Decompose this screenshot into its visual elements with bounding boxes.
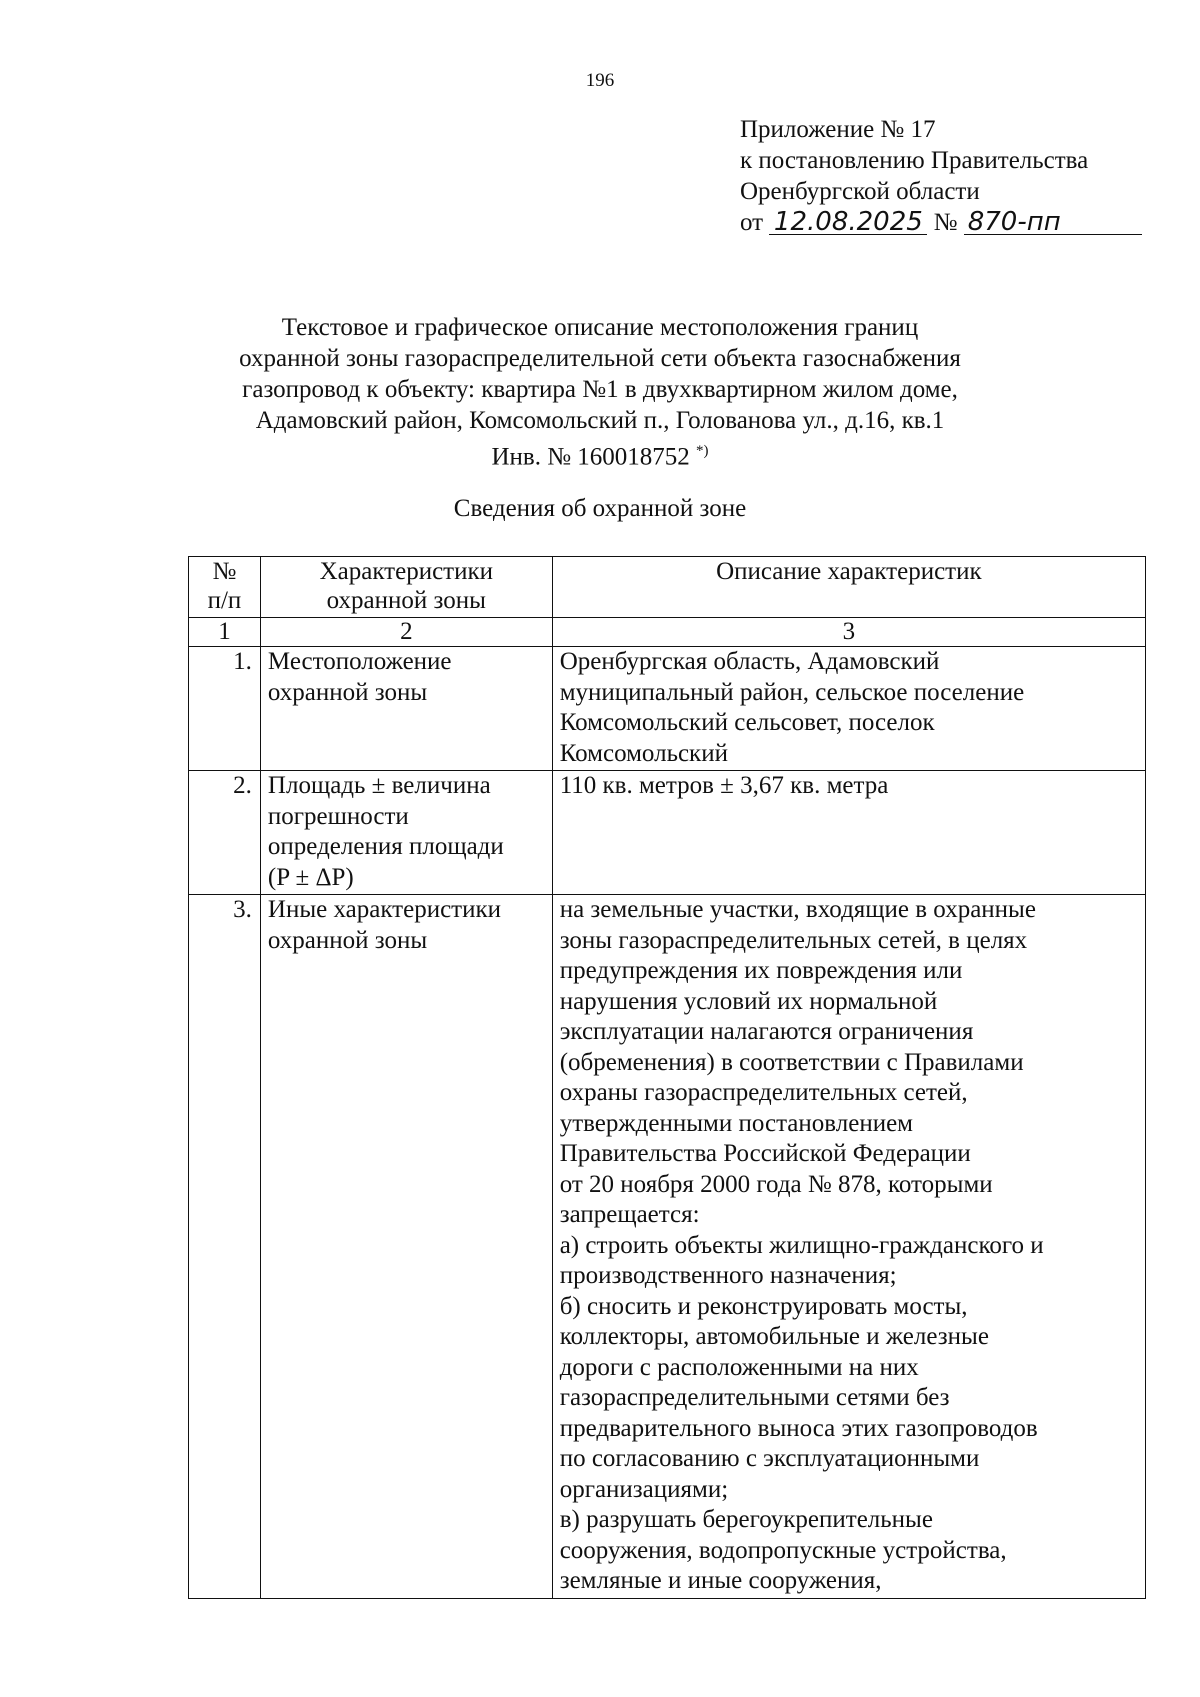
page-number: 196 [585,70,615,91]
index-cell: 1 [189,618,261,647]
table-row [189,647,1146,771]
row-number: 2. [189,771,261,895]
row-name: Местоположение охранной зоны [260,647,552,771]
row-name: Иные характеристики охранной зоны [260,895,552,1599]
appendix-title: Приложение № 17 [740,116,936,143]
zone-info-table [188,556,1146,1599]
title-line-3: газопровод к объекту: квартира №1 в двухквартирном жилом доме, [242,376,958,403]
document-title [0,312,1200,472]
title-line-1: Текстовое и графическое описание местоположения границ [281,314,919,341]
appendix-date-number-line [740,207,1142,238]
number-label: № [933,209,958,236]
appendix-block [740,114,1142,238]
from-label: от [740,209,764,236]
table-index-row [189,618,1146,647]
section-subtitle: Сведения об охранной зоне [453,495,747,522]
row-number: 1. [189,647,261,771]
row-number: 3. [189,895,261,1599]
index-cell: 2 [260,618,552,647]
appendix-region-line: Оренбургской области [740,178,980,205]
header-description: Описание характеристик [552,557,1145,618]
header-characteristics: Характеристики охранной зоны [260,557,552,618]
title-line-2: охранной зоны газораспределительной сети объекта газоснабжения [239,345,961,372]
inventory-number: Инв. № 160018752 [491,443,690,471]
table-row [189,895,1146,1599]
title-line-5 [0,436,1200,472]
row-description: 110 кв. метров ± 3,67 кв. метра [552,771,1145,895]
handwritten-number: 870-пп [964,210,1142,235]
appendix-resolution-line: к постановлению Правительства [740,147,1089,174]
row-name: Площадь ± величина погрешности определения площади (P ± ΔP) [260,771,552,895]
footnote-mark: *) [696,443,709,459]
handwritten-date: 12.08.2025 [769,210,927,235]
title-line-4: Адамовский район, Комсомольский п., Голованова ул., д.16, кв.1 [255,407,945,434]
table-row [189,771,1146,895]
index-cell: 3 [552,618,1145,647]
table-header-row [189,557,1146,618]
header-number: № п/п [189,557,261,618]
row-description: Оренбургская область, Адамовский муниципальный район, сельское поселение Комсомольский сельсовет, поселок Комсомольский [552,647,1145,771]
row-description: на земельные участки, входящие в охранные зоны газораспределительных сетей, в целях предупреждения их повреждения или нарушения условий их нормальной эксплуатации налагаются ограничения (обременения) в соответствии с Правилами охраны газораспределительных сетей, утвержденными постановлением Правительства Российской Федерации от 20 ноября 2000 года № 878, которыми запрещается: а) строить объекты жилищно-гражданского и производственного назначения; б) сносить и реконструировать мосты, коллекторы, автомобильные и железные дороги с расположенными на них газораспределительными сетями без предварительного выноса этих газопроводов по согласованию с эксплуатационными организациями; в) разрушать берегоукрепительные сооружения, водопропускные устройства, земляные и иные сооружения, [552,895,1145,1599]
